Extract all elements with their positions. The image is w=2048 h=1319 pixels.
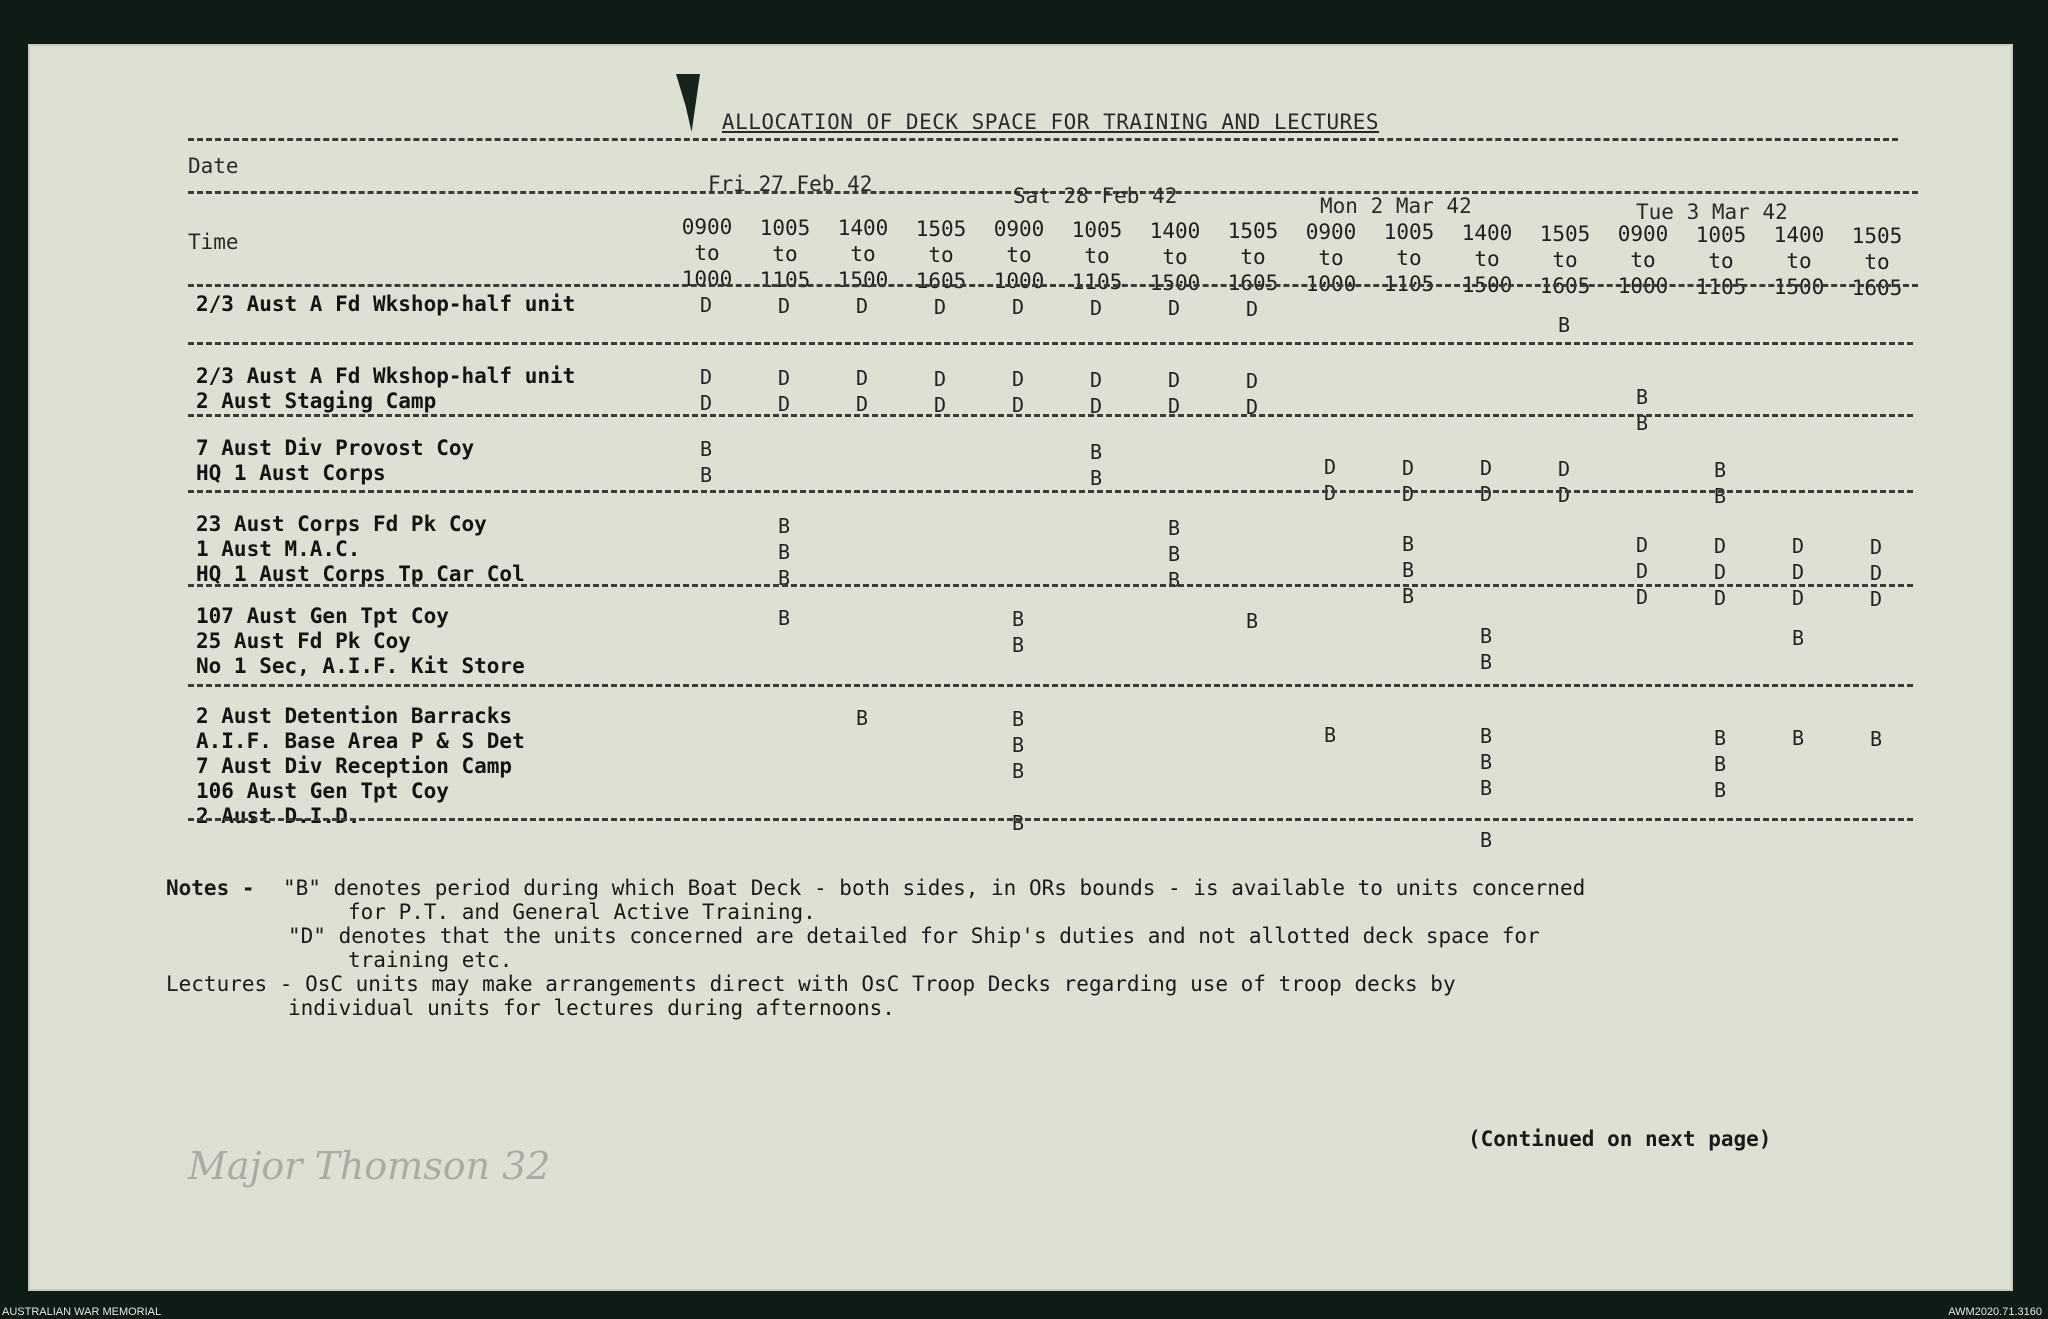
allocation-mark: B <box>1323 723 1337 747</box>
time-slot-line: to <box>1708 248 1734 273</box>
time-slot-header <box>1760 222 1838 300</box>
allocation-mark: B <box>1245 608 1259 633</box>
time-slot-line: to <box>1630 248 1656 273</box>
unit-name: 25 Aust Fd Pk Coy <box>196 629 411 653</box>
time-slot-header <box>1838 223 1916 301</box>
time-slot-line: 1105 <box>759 267 811 292</box>
note-b-line1: "B" denotes period during which Boat Deck - both sides, in ORs bounds - is available to units concerned <box>283 876 1586 900</box>
allocation-mark: B <box>777 605 791 630</box>
allocation-mark: B B <box>699 437 713 487</box>
day-label: Tue 3 Mar 42 <box>1636 200 1788 224</box>
notes-label: Notes - <box>166 876 255 900</box>
time-slot-line: 0900 <box>1305 219 1357 244</box>
time-slot-line: 0900 <box>681 215 733 239</box>
time-slot-line: 1105 <box>1071 270 1123 294</box>
allocation-mark: D <box>1011 295 1025 319</box>
day-label: Sat 28 Feb 42 <box>1013 184 1178 208</box>
date-label: Date <box>188 154 239 178</box>
allocation-mark: D D D <box>1635 533 1649 609</box>
time-slot-line: 1000 <box>1617 274 1669 299</box>
time-slot-line: 1005 <box>1383 220 1435 245</box>
rule <box>188 818 1913 821</box>
allocation-mark: B B B <box>1167 516 1181 592</box>
note-b-line2: for P.T. and General Active Training. <box>348 900 816 924</box>
time-slot-header <box>1604 221 1682 299</box>
time-slot-header <box>980 216 1058 294</box>
allocation-mark: D D <box>933 366 947 417</box>
day-label: Mon 2 Mar 42 <box>1320 194 1472 218</box>
time-slot-line: to <box>1006 243 1032 268</box>
allocation-mark: B <box>1869 726 1883 751</box>
allocation-mark: B B <box>1713 457 1727 508</box>
allocation-mark: B B B B <box>1011 707 1025 835</box>
note-d-line2: training etc. <box>348 948 513 972</box>
archive-footer-left: AUSTRALIAN WAR MEMORIAL <box>2 1306 162 1318</box>
allocation-mark: B B B B <box>1479 724 1493 852</box>
unit-name: HQ 1 Aust Corps Tp Car Col <box>196 562 525 586</box>
allocation-mark: D D <box>855 366 869 416</box>
time-slot-line: 1400 <box>837 216 889 241</box>
time-slot-line: 1105 <box>1695 274 1747 299</box>
time-slot-line: to <box>1240 245 1266 270</box>
unit-name: 106 Aust Gen Tpt Coy <box>196 779 449 803</box>
unit-name: No 1 Sec, A.I.F. Kit Store <box>196 654 525 678</box>
archive-footer-right: AWM2020.71.3160 <box>1948 1306 2042 1318</box>
time-slot-header <box>668 214 746 292</box>
allocation-mark: D D <box>1557 456 1571 507</box>
time-slot-line: to <box>694 241 720 265</box>
unit-name: 2/3 Aust A Fd Wkshop-half unit <box>196 364 576 388</box>
allocation-mark: D <box>1167 296 1181 320</box>
time-slot-line: 1500 <box>1149 270 1201 295</box>
allocation-mark: B B <box>1011 607 1025 657</box>
time-slot-line: 0900 <box>1617 222 1669 247</box>
handwritten-signature: Major Thomson 32 <box>188 1144 551 1188</box>
time-slot-header <box>824 215 902 293</box>
allocation-mark: B B <box>1089 439 1103 490</box>
time-slot-line: 1505 <box>1227 219 1279 244</box>
time-slot-line: 1105 <box>1383 272 1435 297</box>
time-slot-line: to <box>850 242 876 267</box>
rule <box>188 414 1913 417</box>
unit-name: 2 Aust D.I.D. <box>196 804 361 828</box>
rule <box>188 684 1913 687</box>
allocation-mark: B B B <box>777 513 791 590</box>
time-slot-line: 1000 <box>993 269 1045 294</box>
allocation-mark: D D <box>699 365 713 415</box>
allocation-mark: D <box>855 294 869 318</box>
continued-note: (Continued on next page) <box>1468 1127 1772 1151</box>
allocation-mark: B <box>1791 726 1805 750</box>
day-label: Fri 27 Feb 42 <box>708 172 873 196</box>
allocation-mark: D D <box>1245 368 1259 419</box>
time-slot-line: 1005 <box>1071 218 1123 242</box>
time-slot-line: 1505 <box>1539 221 1591 246</box>
document-title: ALLOCATION OF DECK SPACE FOR TRAINING AND LECTURES <box>721 110 1380 134</box>
rule <box>188 490 1913 493</box>
time-slot-line: 1005 <box>1695 222 1747 247</box>
note-d-line1: "D" denotes that the units concerned are detailed for Ship's duties and not allotted deck space for <box>288 924 1540 948</box>
time-slot-line: 1605 <box>1227 271 1279 296</box>
time-label: Time <box>188 230 239 254</box>
allocation-mark: D <box>777 293 791 318</box>
allocation-mark: D <box>1245 296 1259 321</box>
allocation-mark: D D <box>1323 455 1337 505</box>
time-slot-line: to <box>1084 244 1110 268</box>
time-slot-line: 1605 <box>915 268 967 293</box>
allocation-mark: D <box>699 293 713 317</box>
time-slot-line: 1500 <box>1461 273 1513 297</box>
time-slot-line: 0900 <box>993 217 1045 242</box>
time-slot-line: 1005 <box>759 215 811 240</box>
lectures-line2: individual units for lectures during afternoons. <box>288 996 895 1020</box>
time-slot-line: to <box>772 241 798 266</box>
allocation-mark: D D <box>1479 456 1493 506</box>
unit-name: 7 Aust Div Reception Camp <box>196 754 513 778</box>
unit-name: 23 Aust Corps Fd Pk Coy <box>196 512 487 536</box>
allocation-mark: D D <box>1089 367 1103 418</box>
time-slot-line: to <box>1786 249 1812 274</box>
allocation-mark: B <box>1791 626 1805 650</box>
time-slot-line: 1505 <box>1851 224 1903 248</box>
allocation-mark: D D <box>777 365 791 416</box>
time-slot-header <box>902 216 980 294</box>
allocation-mark: D <box>933 294 947 319</box>
unit-name: 2/3 Aust A Fd Wkshop-half unit <box>196 292 576 316</box>
time-slot-line: 1605 <box>1851 276 1903 300</box>
rule <box>188 138 1898 141</box>
allocation-mark: B B <box>1479 624 1493 674</box>
time-slot-line: 1400 <box>1773 223 1825 248</box>
allocation-mark: D <box>1089 295 1103 320</box>
rule <box>188 284 1918 287</box>
allocation-mark: D D D <box>1869 534 1883 611</box>
time-slot-header <box>1682 222 1760 300</box>
time-slot-line: 1400 <box>1149 218 1201 243</box>
allocation-mark: B <box>855 706 869 730</box>
document-page <box>28 44 2013 1291</box>
allocation-mark: B B <box>1635 385 1649 435</box>
allocation-mark: D D D <box>1713 533 1727 610</box>
time-slot-line: to <box>1552 247 1578 272</box>
unit-name: A.I.F. Base Area P & S Det <box>196 729 525 753</box>
allocation-mark: B <box>1557 312 1571 337</box>
allocation-mark: B B B <box>1713 725 1727 802</box>
time-slot-line: to <box>1864 250 1890 274</box>
time-slot-line: 1500 <box>837 268 889 293</box>
time-slot-line: 1000 <box>681 267 733 291</box>
time-slot-line: to <box>1396 246 1422 271</box>
time-slot-line: 1605 <box>1539 273 1591 298</box>
time-slot-line: 1000 <box>1305 271 1357 296</box>
allocation-mark: D D D <box>1791 534 1805 610</box>
allocation-mark: D D <box>1167 368 1181 418</box>
rule <box>188 584 1913 587</box>
allocation-mark: D D <box>1401 455 1415 506</box>
rule <box>188 342 1913 345</box>
time-slot-line: 1500 <box>1773 275 1825 300</box>
time-slot-header <box>746 215 824 293</box>
unit-name: 107 Aust Gen Tpt Coy <box>196 604 449 628</box>
time-slot-line: 1400 <box>1461 221 1513 245</box>
unit-name: 1 Aust M.A.C. <box>196 537 361 561</box>
allocation-mark: B B B <box>1401 531 1415 608</box>
lectures-line1: Lectures - OsC units may make arrangements direct with OsC Troop Decks regarding use of troop decks by <box>166 972 1456 996</box>
allocation-mark: D D <box>1011 367 1025 417</box>
unit-name: 2 Aust Staging Camp <box>196 389 437 413</box>
time-slot-line: to <box>1318 245 1344 270</box>
time-slot-line: 1505 <box>915 216 967 241</box>
unit-name: HQ 1 Aust Corps <box>196 461 386 485</box>
time-slot-line: to <box>1474 247 1500 271</box>
unit-name: 7 Aust Div Provost Coy <box>196 436 475 460</box>
time-slot-line: to <box>1162 244 1188 269</box>
time-slot-line: to <box>928 242 954 267</box>
unit-name: 2 Aust Detention Barracks <box>196 704 513 728</box>
